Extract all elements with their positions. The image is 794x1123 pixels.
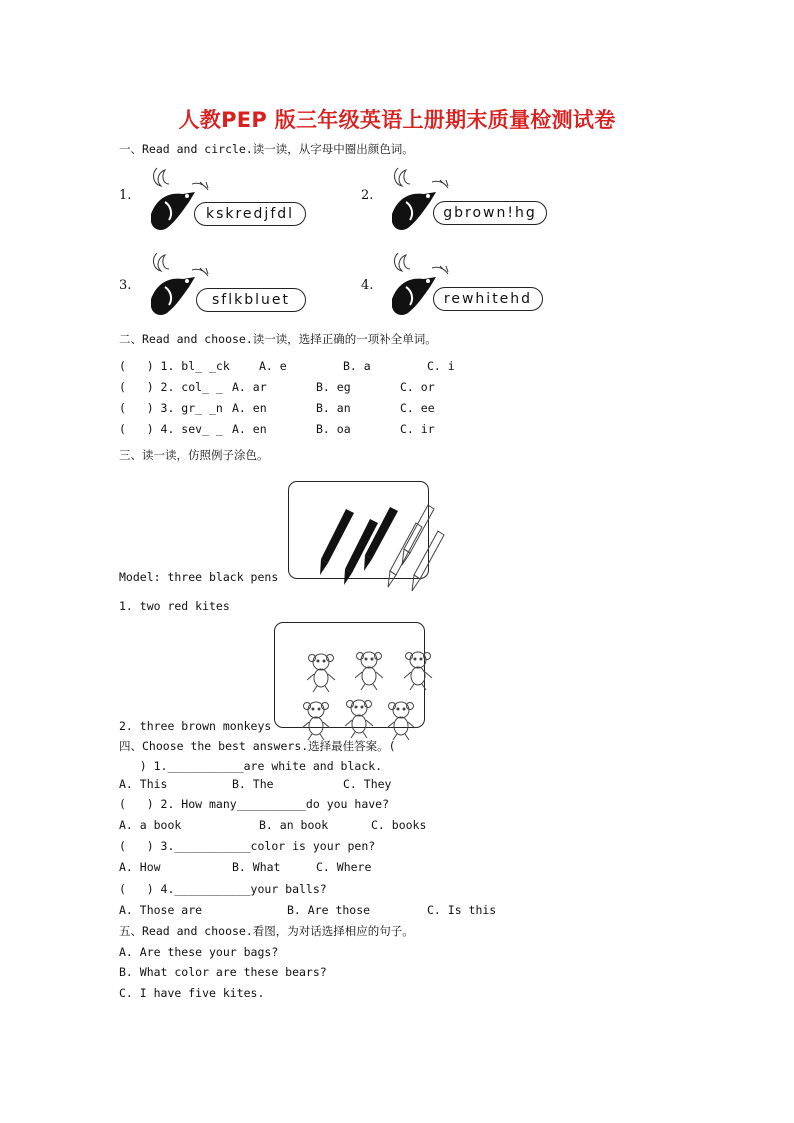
- circle-item-2-number: 2.: [361, 188, 374, 203]
- choice-row-4-b[interactable]: B. oa: [316, 422, 351, 436]
- section-1-heading: 一、Read and circle.读一读，从字母中圈出颜色词。: [119, 142, 414, 156]
- bubble-tail-icon: [430, 178, 460, 194]
- question-2-option-a[interactable]: A. a book: [119, 818, 182, 832]
- section-2-heading: 二、Read and choose.读一读，选择正确的一项补全单词。: [119, 332, 437, 346]
- choice-row-4-question: ( ) 4. sev_ _: [119, 422, 223, 436]
- choice-row-1-b[interactable]: B. a: [343, 359, 371, 373]
- letter-bubble-4: rewhitehd: [433, 287, 543, 311]
- choice-row-3-a[interactable]: A. en: [232, 401, 267, 415]
- pens-picture: [308, 501, 447, 597]
- monkeys-picture-frame: [274, 622, 425, 728]
- page-title: 人教PEP 版三年级英语上册期末质量检测试卷: [178, 108, 616, 132]
- pens-picture-frame: [288, 481, 429, 579]
- skunk-illustration: [384, 247, 444, 325]
- bubble-tail-icon: [190, 266, 220, 282]
- monkey-icon: [345, 700, 373, 738]
- letter-bubble-1: kskredjfdl: [194, 202, 306, 226]
- question-1-option-c[interactable]: C. They: [343, 777, 392, 791]
- section-3-heading: 三、读一读，仿照例子涂色。: [119, 448, 269, 462]
- dialogue-option-c: C. I have five kites.: [119, 986, 265, 1000]
- circle-item-4-number: 4.: [361, 278, 374, 293]
- choice-row-4-c[interactable]: C. ir: [400, 422, 435, 436]
- section-5-heading: 五、Read and choose.看图，为对话选择相应的句子。: [119, 924, 414, 938]
- skunk-illustration: [143, 162, 203, 240]
- question-3-option-b[interactable]: B. What: [232, 860, 281, 874]
- letter-bubble-3: sflkbluet: [196, 288, 306, 312]
- question-1-option-a[interactable]: A. This: [119, 777, 168, 791]
- question-2: ( ) 2. How many__________do you have?: [119, 797, 390, 811]
- question-4-option-c[interactable]: C. Is this: [427, 903, 497, 917]
- color-item-2: 2. three brown monkeys: [119, 719, 272, 733]
- circle-item-3-number: 3.: [119, 278, 132, 293]
- skunk-illustration: [143, 247, 203, 325]
- question-3-option-c[interactable]: C. Where: [316, 860, 372, 874]
- bubble-tail-icon: [190, 180, 220, 196]
- choice-row-2-a[interactable]: A. ar: [232, 380, 267, 394]
- question-1-option-b[interactable]: B. The: [232, 777, 274, 791]
- question-1: ) 1.___________are white and black.: [119, 759, 383, 773]
- bubble-tail-icon: [430, 264, 460, 280]
- choice-row-2-c[interactable]: C. or: [400, 380, 435, 394]
- section-4-heading: 四、Choose the best answers.选择最佳答案。(: [119, 739, 396, 753]
- color-item-1: 1. two red kites: [119, 599, 230, 613]
- choice-row-2-question: ( ) 2. col_ _: [119, 380, 223, 394]
- choice-row-3-question: ( ) 3. gr_ _n: [119, 401, 223, 415]
- letter-bubble-2: gbrown!hg: [433, 201, 547, 225]
- choice-row-1-question: ( ) 1. bl_ _ck: [119, 359, 230, 373]
- model-text: Model: three black pens: [119, 570, 279, 584]
- choice-row-2-b[interactable]: B. eg: [316, 380, 351, 394]
- monkey-icon: [302, 702, 330, 740]
- choice-row-1-c[interactable]: C. i: [427, 359, 455, 373]
- question-4: ( ) 4.___________your balls?: [119, 882, 327, 896]
- monkey-icon: [307, 654, 335, 692]
- dialogue-option-a: A. Are these your bags?: [119, 945, 279, 959]
- choice-row-3-c[interactable]: C. ee: [400, 401, 435, 415]
- monkeys-picture: [294, 642, 443, 746]
- question-3-option-a[interactable]: A. How: [119, 860, 161, 874]
- monkey-icon: [404, 652, 432, 690]
- question-2-option-b[interactable]: B. an book: [259, 818, 329, 832]
- question-4-option-b[interactable]: B. Are those: [287, 903, 371, 917]
- choice-row-1-a[interactable]: A. e: [259, 359, 287, 373]
- question-3: ( ) 3.___________color is your pen?: [119, 839, 376, 853]
- monkey-icon: [355, 652, 383, 690]
- skunk-illustration: [384, 162, 444, 240]
- choice-row-3-b[interactable]: B. an: [316, 401, 351, 415]
- question-4-option-a[interactable]: A. Those are: [119, 903, 203, 917]
- choice-row-4-a[interactable]: A. en: [232, 422, 267, 436]
- dialogue-option-b: B. What color are these bears?: [119, 965, 327, 979]
- question-2-option-c[interactable]: C. books: [371, 818, 427, 832]
- monkey-icon: [387, 702, 415, 740]
- circle-item-1-number: 1.: [119, 188, 132, 203]
